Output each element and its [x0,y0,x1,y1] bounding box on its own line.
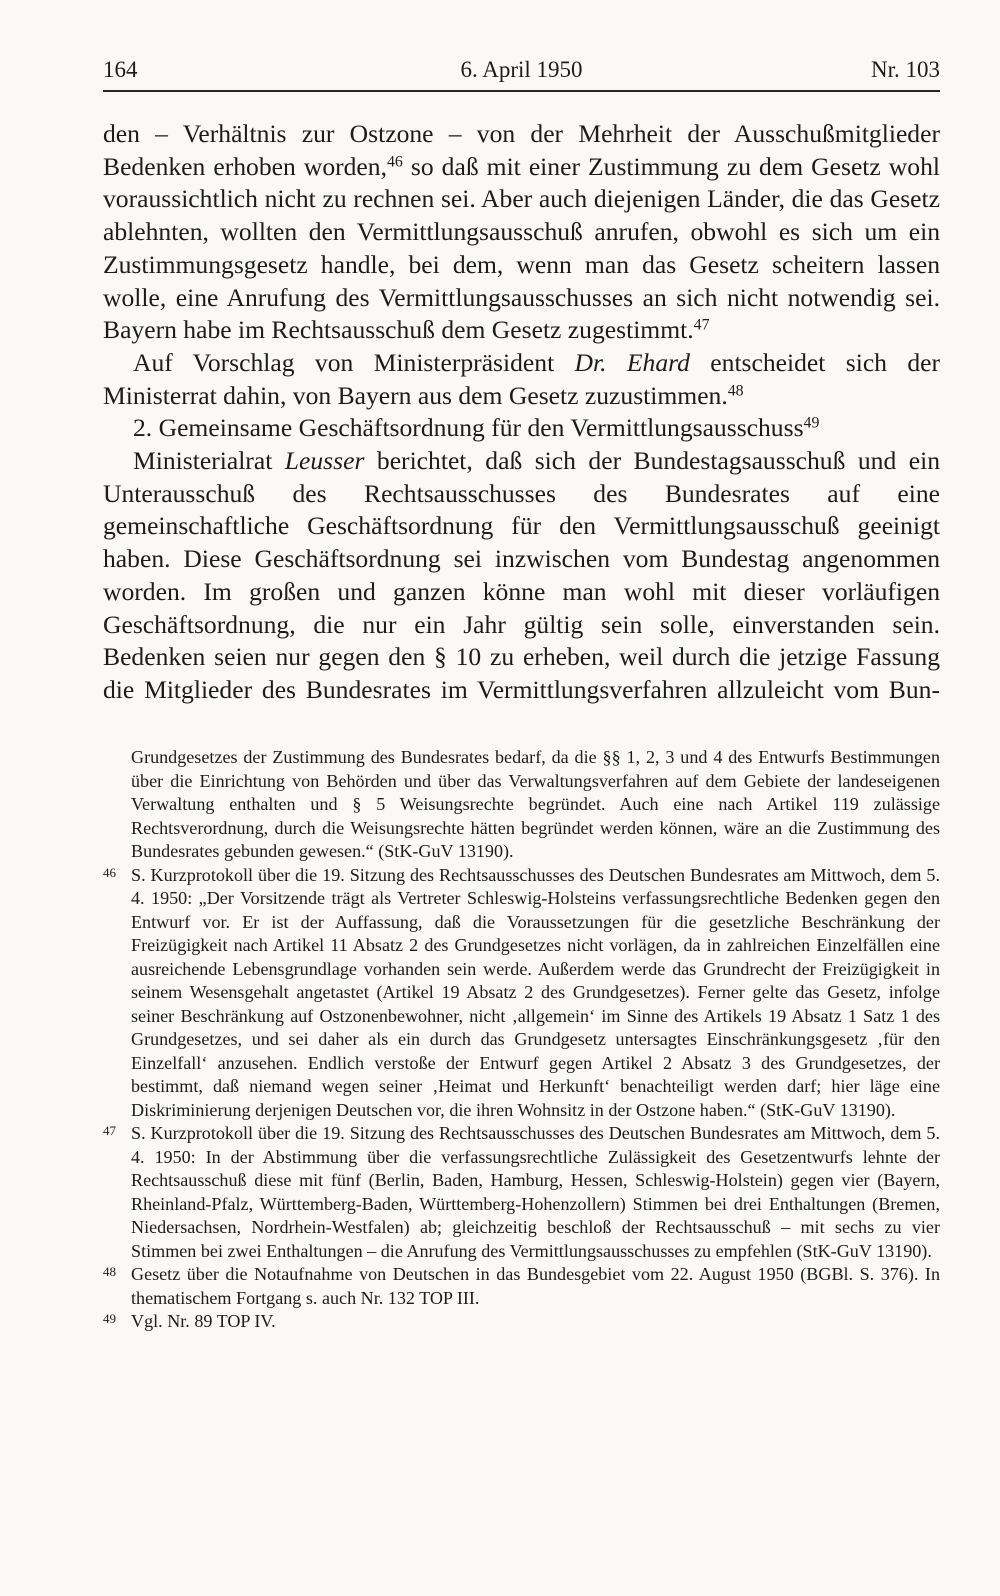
footnote-48 [103,1263,940,1310]
footnote-text: S. Kurzprotokoll über die 19. Sitzung des Rechtsausschusses des Deutschen Bundesrates am Mittwoch, dem 5. 4. 1950: „Der Vorsitzende trägt als Vertreter Schleswig-Holsteins verfassungsrechtliche Bedenken gegen den Entwurf vor. Er ist der Auffassung, daß die Voraussetzungen für die gesetzliche Beschränkung der Freizügigkeit nach Artikel 11 Absatz 2 des Grundgesetzes nicht vorlägen, da in zahlreichen Einzelfällen eine ausreichende Lebensgrundlage vorhanden sein werde. Außerdem werde das Grundrecht der Freizügigkeit in seinem Wesensgehalt angetastet (Artikel 19 Absatz 2 des Grundgesetzes). Ferner gelte das Gesetz, infolge seiner Beschränkung auf Ostzonenbewohner, nicht ‚allgemein‘ im Sinne des Artikels 19 Absatz 1 Satz 1 des Grundgesetzes, und sei daher als ein durch das Grundgesetz untersagtes Einschränkungsgesetz ‚für den Einzelfall‘ anzusehen. Endlich verstoße der Entwurf gegen Artikel 2 Absatz 3 des Grundgesetzes, der bestimmt, daß niemand wegen seiner ‚Heimat und Herkunft‘ benachteiligt werden darf; hier läge eine Diskriminierung derjenigen Deutschen vor, die ihren Wohnsitz in der Ostzone haben.“ (StK-GuV 13190). [131,864,940,1120]
heading-text: 2. Gemeinsame Geschäftsordnung für den Vermittlungsausschuss [133,413,804,443]
person-name: Leusser [284,446,365,476]
paragraph-text: Auf Vorschlag von Ministerpräsident [133,347,575,377]
footnote-46 [103,864,940,1123]
footnotes [103,746,940,1334]
footnote-ref-47[interactable]: 47 [693,316,710,334]
footnote-49 [103,1310,940,1334]
footnote-ref-46[interactable]: 46 [387,152,403,170]
paragraph-text: entscheidet sich der Ministerrat dahin, von Bayern aus dem Gesetz zuzustimmen. [103,347,940,410]
footnote-mark: 49 [103,1311,117,1326]
paragraph-text: den – Verhältnis zur Ostzone – von der Mehrheit der Ausschußmitglieder Bedenken erhoben worden, [103,119,940,181]
paragraph-report [103,445,940,707]
footnote-text: Gesetz über die Notaufnahme von Deutschen in das Bundesgebiet vom 22. August 1950 (BGBl. S. 376). In thematischem Fortgang s. auch Nr. 132 TOP III. [131,1264,940,1308]
footnote-mark: 48 [103,1264,117,1279]
header-date: 6. April 1950 [460,57,583,82]
footnote-text: Vgl. Nr. 89 TOP IV. [131,1311,276,1331]
main-text [103,118,940,707]
agenda-heading [103,412,940,445]
footnote-text: Grundgesetzes der Zustimmung des Bundesrates bedarf, da die §§ 1, 2, 3 und 4 des Entwurfs Bestimmungen über die Einrichtung von Behörden und über das Verwaltungsverfahren auf dem Gebiete der landeseigenen Verwaltung enthalten und § 5 Weisungsrechte begründet. Auch eine nach Artikel 119 zulässige Rechtsverordnung, durch die Weisungsrechte hätten begründet werden können, wäre an die Zustimmung des Bundesrates gebunden gewesen.“ (StK-GuV 13190). [131,747,940,861]
paragraph-continuation [103,118,940,347]
footnote-ref-48[interactable]: 48 [727,381,744,399]
header-issue: Nr. 103 [871,57,940,82]
header-rule [103,90,940,92]
person-name: Dr. Ehard [574,347,690,377]
running-header [103,52,940,88]
footnote-continuation [103,746,940,864]
footnote-text: S. Kurzprotokoll über die 19. Sitzung des Rechtsausschusses des Deutschen Bundesrates am Mittwoch, dem 5. 4. 1950: In der Abstimmung über die verfassungsrechtliche Zulässigkeit des Gesetzentwurfs lehnte der Rechtsausschuß diese mit fünf (Berlin, Baden, Hamburg, Hessen, Schleswig-Holstein) gegen vier (Bayern, Rheinland-Pfalz, Württemberg-Baden, Württemberg-Hohenzollern) Stimmen bei drei Enthaltungen (Bremen, Niedersachsen, Nordrhein-Westfalen) ab; gleichzeitig beschloß der Rechtsausschuß – mit sechs zu vier Stimmen bei zwei Enthaltungen – die Anrufung des Vermittlungsausschusses zu empfehlen (StK-GuV 13190). [131,1123,940,1261]
footnote-47 [103,1122,940,1263]
paragraph-text: berichtet, daß sich der Bundestagsausschuß und ein Unterausschuß des Rechtsausschusses des Bundesrates auf eine gemeinschaftliche Geschäftsordnung für den Vermittlungsausschuß geeinigt haben. Diese Geschäftsordnung sei inzwischen vom Bundestag angenommen worden. Im großen und ganzen könne man wohl mit dieser vorläufigen Geschäftsordnung, die nur ein Jahr gültig sein solle, einverstanden sein. Bedenken seien nur gegen den § 10 zu erheben, weil durch die jetzige Fassung die Mitglieder des Bundesrates im Vermittlungsverfahren allzuleicht vom Bun- [103,446,940,704]
page-number: 164 [103,57,138,82]
footnote-mark: 46 [103,864,117,880]
paragraph-text: Ministerialrat [133,446,285,476]
paragraph-text: so daß mit einer Zustimmung zu dem Gesetz wohl voraussichtlich nicht zu rechnen sei. Aber auch diejenigen Länder, die das Gesetz ablehnten, wollten den Vermittlungsausschuß anrufen, obwohl es sich um ein Zustimmungsgesetz handle, bei dem, wenn man das Gesetz scheitern lassen wolle, eine Anrufung des Vermittlungsausschusses an sich nicht notwendig sei. Bayern habe im Rechtsausschuß dem Gesetz zugestimmt. [103,151,940,345]
footnote-mark: 47 [103,1123,117,1138]
paragraph-decision [103,347,940,412]
footnote-ref-49[interactable]: 49 [803,414,820,432]
